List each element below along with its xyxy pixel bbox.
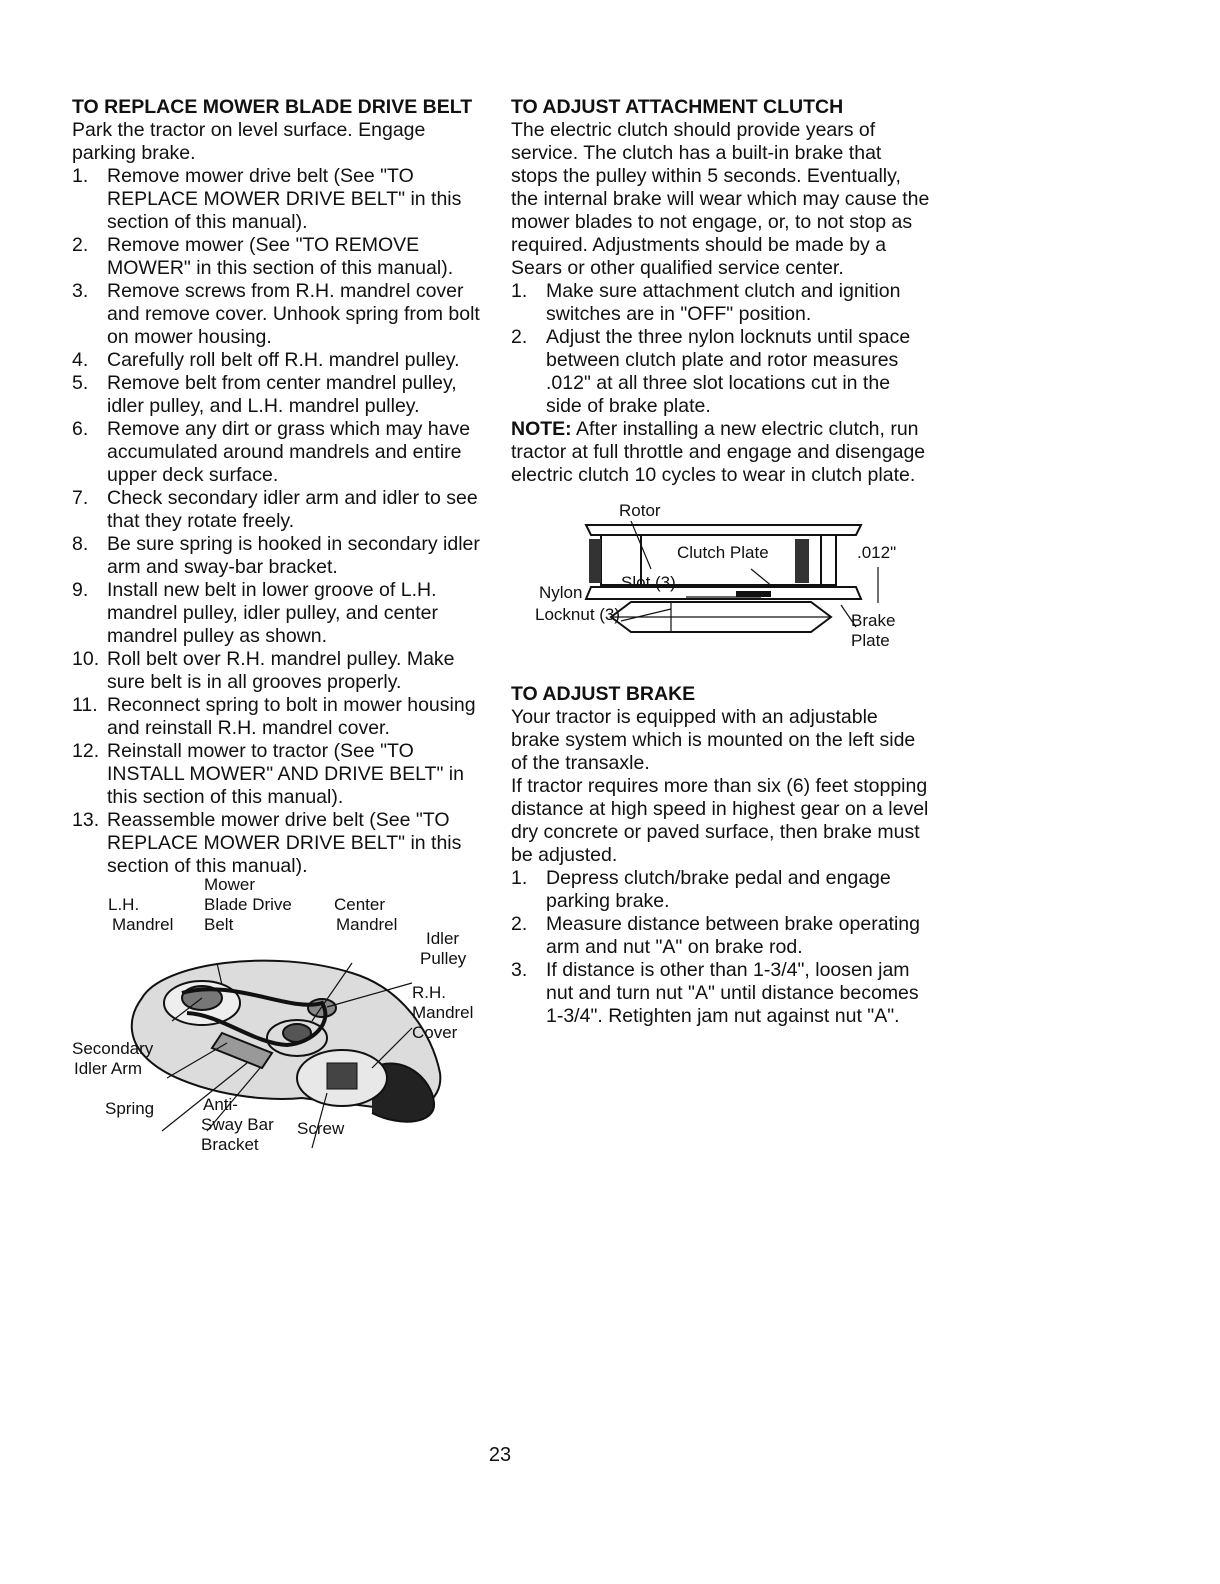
list-item: [72, 165, 490, 234]
label-rotor: Rotor: [619, 501, 661, 520]
step-number: 2.: [72, 234, 89, 256]
step-number: 10.: [72, 648, 100, 670]
step-number: 13.: [72, 809, 100, 831]
step-number: 8.: [72, 533, 89, 555]
step-text: Roll belt over R.H. mandrel pulley. Make sure belt is in all grooves properly.: [107, 648, 455, 693]
left-column: [72, 96, 490, 1193]
list-item: [511, 326, 931, 418]
step-text: Be sure spring is hooked in secondary idler arm and sway-bar bracket.: [107, 533, 480, 578]
step-text: Remove screws from R.H. mandrel cover and remove cover. Unhook spring from bolt on mower housing.: [107, 280, 480, 348]
label-secondary: Secondary: [72, 1039, 154, 1058]
list-item: [72, 740, 490, 809]
list-item: [511, 867, 931, 913]
label-rh: R.H.: [412, 983, 446, 1002]
step-text: Adjust the three nylon locknuts until space between clutch plate and rotor measures .012" at all three slot locations cut in the side of brake plate.: [546, 326, 911, 417]
left-intro: Park the tractor on level surface. Engage parking brake.: [72, 119, 426, 164]
step-text: Measure distance between brake operating arm and nut "A" on brake rod.: [546, 913, 920, 958]
step-text: Reassemble mower drive belt (See "TO REPLACE MOWER DRIVE BELT" in this section of this manual).: [107, 809, 462, 877]
list-item: [72, 418, 490, 487]
step-text: If distance is other than 1-3/4", loosen jam nut and turn nut "A" until distance becomes 1-3/4". Retighten jam nut against nut "A".: [546, 959, 919, 1027]
clutch-figure: [511, 501, 931, 667]
right-column: [511, 96, 931, 1028]
list-item: [72, 648, 490, 694]
label-center: Center: [334, 895, 386, 914]
page-number: 23: [488, 1444, 512, 1466]
label-clutch-plate: Clutch Plate: [677, 543, 769, 562]
label-idler-arm: Idler Arm: [74, 1059, 143, 1078]
step-number: 11.: [72, 694, 98, 716]
heading-replace-blade-drive-belt: TO REPLACE MOWER BLADE DRIVE BELT: [72, 96, 473, 118]
step-number: 4.: [72, 349, 89, 371]
list-item: [72, 809, 490, 878]
list-item: [511, 959, 931, 1028]
step-number: 12.: [72, 740, 100, 762]
list-item: [72, 579, 490, 648]
step-number: 1.: [511, 867, 528, 889]
step-number: 1.: [72, 165, 89, 187]
step-number: 5.: [72, 372, 89, 394]
list-item: [72, 234, 490, 280]
step-text: Reconnect spring to bolt in mower housing and reinstall R.H. mandrel cover.: [107, 694, 476, 739]
list-item: [72, 372, 490, 418]
step-number: 6.: [72, 418, 89, 440]
step-text: Remove belt from center mandrel pulley, idler pulley, and L.H. mandrel pulley.: [107, 372, 457, 417]
step-number: 3.: [72, 280, 89, 302]
label-cover: Cover: [412, 1023, 458, 1042]
label-spring: Spring: [105, 1099, 155, 1118]
step-text: Remove mower drive belt (See "TO REPLACE MOWER DRIVE BELT" in this section of this manual).: [107, 165, 462, 233]
step-number: 1.: [511, 280, 528, 302]
list-item: [72, 280, 490, 349]
label-screw: Screw: [297, 1119, 345, 1138]
step-text: Check secondary idler arm and idler to see that they rotate freely.: [107, 487, 478, 532]
label-mandrel-right: Mandrel: [412, 1003, 474, 1022]
step-number: 3.: [511, 959, 528, 981]
label-plate: Plate: [851, 631, 890, 650]
clutch-note: [511, 418, 931, 487]
list-item: [511, 913, 931, 959]
step-text: Reinstall mower to tractor (See "TO INSTALL MOWER" AND DRIVE BELT" in this section of this manual).: [107, 740, 464, 808]
heading-adjust-attachment-clutch: TO ADJUST ATTACHMENT CLUTCH: [511, 96, 844, 118]
brake-steps: [511, 867, 931, 1028]
clutch-steps: [511, 280, 931, 418]
label-lh: L.H.: [108, 895, 140, 914]
label-idler: Idler: [426, 929, 460, 948]
label-mower: Mower: [204, 875, 256, 894]
label-bracket: Bracket: [201, 1135, 259, 1154]
step-text: Remove mower (See "TO REMOVE MOWER" in this section of this manual).: [107, 234, 454, 279]
label-nylon: Nylon: [539, 583, 583, 602]
label-sway-bar: Sway Bar: [201, 1115, 274, 1134]
note-label: NOTE:: [511, 418, 572, 440]
list-item: [72, 694, 490, 740]
list-item: [72, 487, 490, 533]
heading-adjust-brake: TO ADJUST BRAKE: [511, 683, 696, 705]
label-belt: Belt: [204, 915, 234, 934]
step-text: Carefully roll belt off R.H. mandrel pulley.: [107, 349, 460, 371]
brake-intro-1: Your tractor is equipped with an adjustable brake system which is mounted on the left side of the transaxle.: [511, 706, 916, 774]
label-anti: Anti-: [203, 1095, 238, 1114]
step-number: 7.: [72, 487, 89, 509]
step-text: Remove any dirt or grass which may have accumulated around mandrels and entire upper deck surface.: [107, 418, 471, 486]
label-slot: Slot (3): [621, 573, 676, 592]
brake-intro-2: If tractor requires more than six (6) feet stopping distance at high speed in highest gear on a level dry concrete or paved surface, then brake must be adjusted.: [511, 775, 929, 866]
step-text: Install new belt in lower groove of L.H. mandrel pulley, idler pulley, and center mandrel pulley as shown.: [107, 579, 438, 647]
label-mandrel-left: Mandrel: [112, 915, 174, 934]
list-item: [72, 533, 490, 579]
step-text: Make sure attachment clutch and ignition switches are in "OFF" position.: [546, 280, 901, 325]
list-item: [72, 349, 490, 372]
clutch-intro: The electric clutch should provide years of service. The clutch has a built-in brake that stops the pulley within 5 seconds. Eventually, the internal brake will wear which may cause the mower blades to not engage, or, to not stop as required. Adjustments should be made by a Sears or other qualified service center.: [511, 119, 930, 279]
label-pulley: Pulley: [420, 949, 467, 968]
list-item: [511, 280, 931, 326]
step-number: 9.: [72, 579, 89, 601]
label-gap: .012": [857, 543, 897, 562]
label-mandrel-center: Mandrel: [336, 915, 398, 934]
blade-belt-steps: [72, 165, 490, 878]
mower-deck-figure: [72, 875, 490, 1193]
label-locknut: Locknut (3): [535, 605, 621, 624]
step-number: 2.: [511, 326, 528, 348]
label-brake: Brake: [851, 611, 896, 630]
note-text: After installing a new electric clutch, run tractor at full throttle and engage and disengage electric clutch 10 cycles to wear in clutch plate.: [511, 418, 926, 486]
step-text: Depress clutch/brake pedal and engage parking brake.: [546, 867, 891, 912]
label-blade-drive: Blade Drive: [204, 895, 292, 914]
step-number: 2.: [511, 913, 528, 935]
